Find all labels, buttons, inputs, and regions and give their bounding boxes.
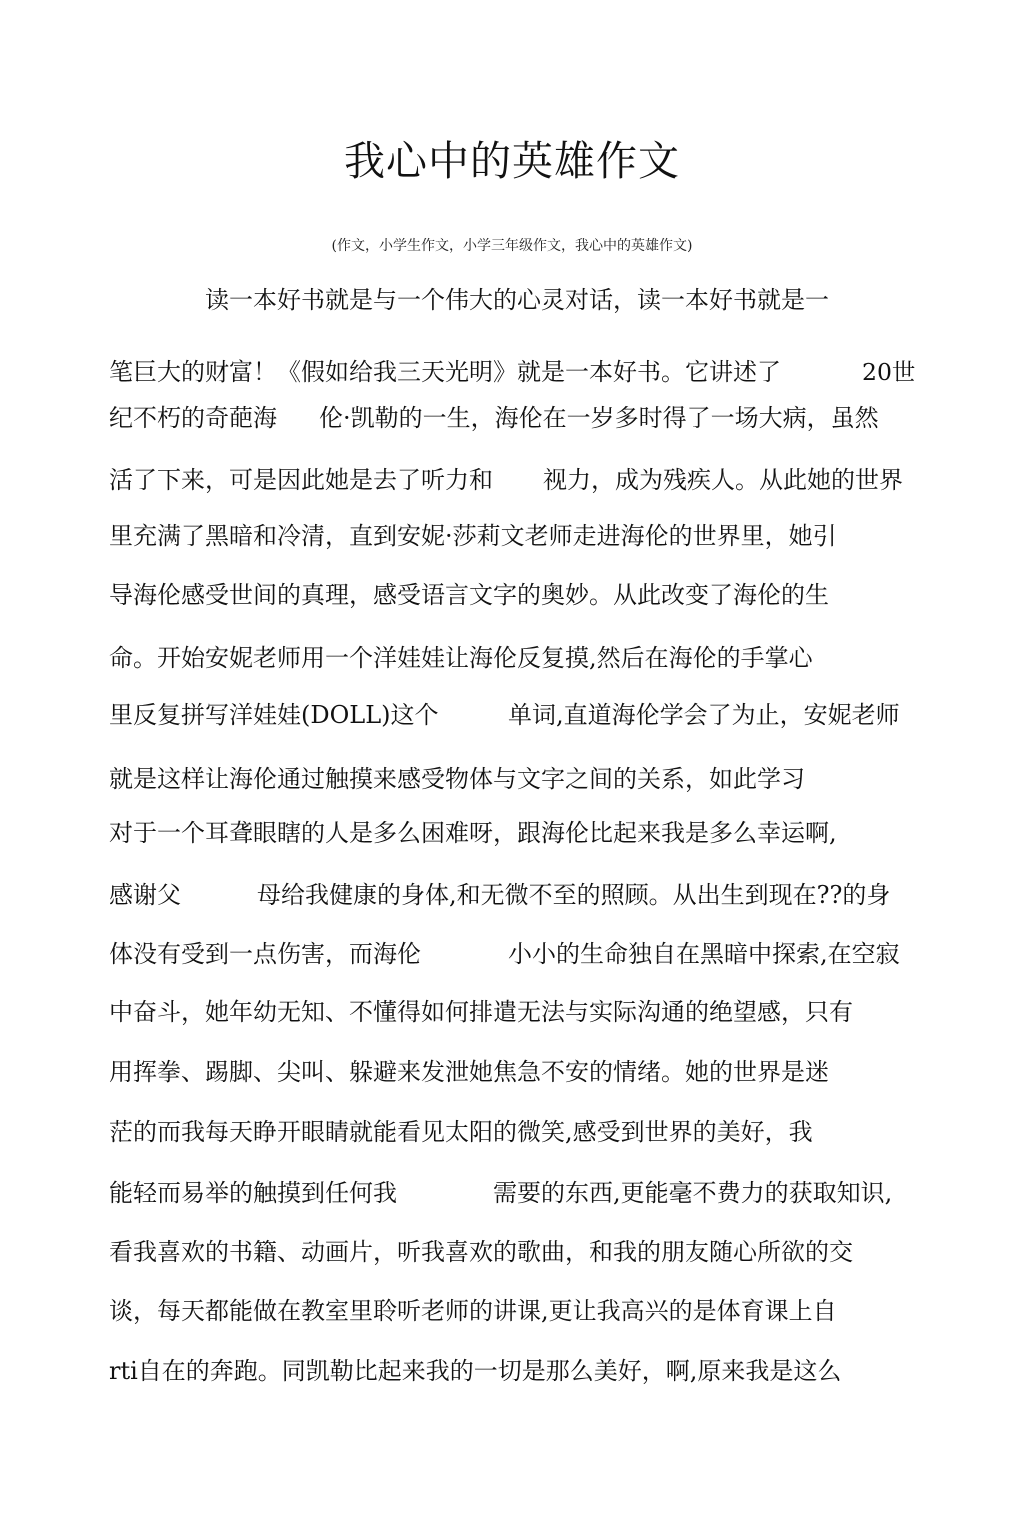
text-segment: 里反复拼写洋娃娃(DOLL)这个 xyxy=(109,701,439,729)
text-segment: 谈，每天都能做在教室里聆听老师的讲课,更让我高兴的是体育课上自 xyxy=(109,1297,837,1325)
text-segment: 茫的而我每天睁开眼睛就能看见太阳的微笑,感受到世界的美好，我 xyxy=(109,1118,813,1146)
text-line xyxy=(109,640,919,676)
text-segment: 中奋斗，她年幼无知、不懂得如何排遣无法与实际沟通的绝望感，只有 xyxy=(109,998,853,1026)
text-segment: 就是这样让海伦通过触摸来感受物体与文字之间的关系，如此学习 xyxy=(109,765,805,793)
text-segment: 伦·凯勒的一生，海伦在一岁多时得了一场大病，虽然 xyxy=(319,404,879,432)
text-line xyxy=(109,1234,919,1270)
text-line xyxy=(109,1114,919,1150)
text-segment: rti自在的奔跑。同凯勒比起来我的一切是那么美好，啊,原来我是这么 xyxy=(109,1357,842,1385)
text-line xyxy=(109,354,919,390)
text-line xyxy=(109,936,919,972)
text-line xyxy=(109,462,919,498)
text-line xyxy=(109,1054,919,1090)
text-segment: 感谢父 xyxy=(109,881,181,909)
text-segment: 单词,直道海伦学会了为止，安妮老师 xyxy=(508,701,900,729)
text-segment: 看我喜欢的书籍、动画片，听我喜欢的歌曲，和我的朋友随心所欲的交 xyxy=(109,1238,853,1266)
text-segment: 20世 xyxy=(862,358,916,386)
text-line xyxy=(109,518,919,554)
text-segment: 小小的生命独自在黑暗中探索,在空寂 xyxy=(508,940,900,968)
text-line xyxy=(109,1175,919,1211)
text-line xyxy=(109,1293,919,1329)
text-segment: 读一本好书就是与一个伟大的心灵对话，读一本好书就是一 xyxy=(205,286,829,314)
text-line xyxy=(109,877,919,913)
essay-tags: (作文，小学生作文，小学三年级作文，我心中的英雄作文) xyxy=(331,238,693,254)
text-segment: 视力，成为残疾人。从此她的世界 xyxy=(543,466,903,494)
text-segment: 笔巨大的财富！《假如给我三天光明》就是一本好书。它讲述了 xyxy=(109,358,781,386)
text-line xyxy=(109,761,919,797)
text-line xyxy=(109,815,919,851)
text-segment: 体没有受到一点伤害，而海伦 xyxy=(109,940,421,968)
text-segment: 母给我健康的身体,和无微不至的照顾。从出生到现在??的身 xyxy=(257,881,891,909)
text-line xyxy=(109,282,919,318)
text-segment: 纪不朽的奇葩海 xyxy=(109,404,277,432)
text-line xyxy=(109,697,919,733)
text-line xyxy=(109,1353,919,1389)
text-segment: 用挥拳、踢脚、尖叫、躲避来发泄她焦急不安的情绪。她的世界是迷 xyxy=(109,1058,829,1086)
text-segment: 导海伦感受世间的真理，感受语言文字的奥妙。从此改变了海伦的生 xyxy=(109,581,829,609)
text-segment: 里充满了黑暗和冷清，直到安妮·莎莉文老师走进海伦的世界里，她引 xyxy=(109,522,837,550)
text-line xyxy=(109,400,919,436)
text-line xyxy=(109,994,919,1030)
text-segment: 活了下来，可是因此她是去了听力和 xyxy=(109,466,493,494)
text-segment: 对于一个耳聋眼瞎的人是多么困难呀，跟海伦比起来我是多么幸运啊, xyxy=(109,819,837,847)
text-segment: 需要的东西,更能毫不费力的获取知识, xyxy=(493,1179,893,1207)
text-segment: 命。开始安妮老师用一个洋娃娃让海伦反复摸,然后在海伦的手掌心 xyxy=(109,644,813,672)
text-line xyxy=(109,577,919,613)
text-segment: 能轻而易举的触摸到任何我 xyxy=(109,1179,397,1207)
essay-title: 我心中的英雄作文 xyxy=(344,137,680,185)
